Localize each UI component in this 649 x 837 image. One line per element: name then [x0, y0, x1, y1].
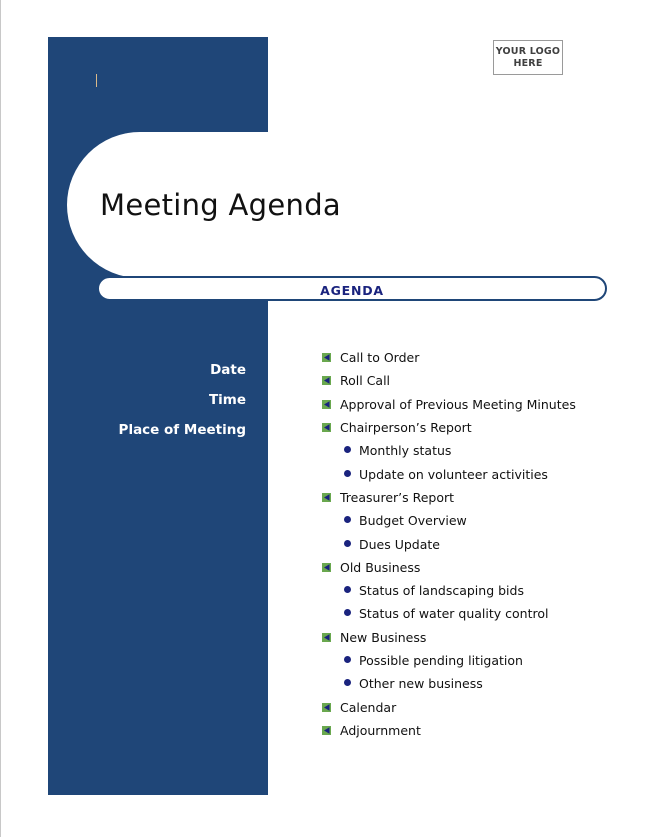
navy-dot-bullet-icon: [344, 470, 351, 477]
agenda-item-label: Status of water quality control: [359, 606, 549, 622]
agenda-subitem[interactable]: [322, 672, 576, 695]
agenda-item[interactable]: [322, 393, 576, 416]
agenda-item[interactable]: [322, 416, 576, 439]
navy-dot-bullet-icon: [344, 446, 351, 453]
navy-dot-bullet-icon: [344, 679, 351, 686]
green-square-bullet-icon: [322, 400, 331, 409]
agenda-item-label: Dues Update: [359, 536, 440, 552]
agenda-item[interactable]: [322, 346, 576, 369]
green-square-bullet-icon: [322, 563, 331, 572]
navy-dot-bullet-icon: [344, 586, 351, 593]
green-square-bullet-icon: [322, 423, 331, 432]
agenda-subitem[interactable]: [322, 509, 576, 532]
agenda-item[interactable]: [322, 556, 576, 579]
navy-dot-bullet-icon: [344, 540, 351, 547]
navy-dot-bullet-icon: [344, 656, 351, 663]
date-label[interactable]: Date: [210, 362, 246, 378]
agenda-list: [322, 346, 576, 742]
agenda-item-label: Roll Call: [340, 373, 391, 389]
page-edge: [0, 0, 1, 837]
agenda-subitem[interactable]: [322, 532, 576, 555]
agenda-item-label: Old Business: [340, 559, 421, 575]
agenda-item-label: Monthly status: [359, 443, 452, 459]
agenda-item-label: Budget Overview: [359, 513, 467, 529]
agenda-item-label: Calendar: [340, 699, 397, 715]
agenda-item[interactable]: [322, 626, 576, 649]
text-cursor: [96, 74, 97, 87]
agenda-item-label: Update on volunteer activities: [359, 466, 548, 482]
agenda-subitem[interactable]: [322, 462, 576, 485]
place-of-meeting-label[interactable]: Place of Meeting: [118, 422, 246, 438]
green-square-bullet-icon: [322, 493, 331, 502]
agenda-item-label: New Business: [340, 629, 427, 645]
agenda-item-label: Other new business: [359, 676, 483, 692]
agenda-item-label: Possible pending litigation: [359, 653, 523, 668]
agenda-subitem[interactable]: [322, 579, 576, 602]
green-square-bullet-icon: [322, 633, 331, 642]
green-square-bullet-icon: [322, 376, 331, 385]
agenda-item-label: Status of landscaping bids: [359, 583, 524, 599]
agenda-item-label: Adjournment: [340, 722, 421, 738]
agenda-item-label: Approval of Previous Meeting Minutes: [340, 396, 576, 412]
green-square-bullet-icon: [322, 703, 331, 712]
green-square-bullet-icon: [322, 726, 331, 735]
agenda-subitem[interactable]: [322, 439, 576, 462]
agenda-item[interactable]: [322, 486, 576, 509]
agenda-item[interactable]: [322, 719, 576, 742]
agenda-item-label: Call to Order: [340, 350, 420, 366]
green-square-bullet-icon: [322, 353, 331, 362]
agenda-item[interactable]: [322, 695, 576, 718]
agenda-item-label: Treasurer’s Report: [340, 489, 455, 505]
page-title[interactable]: Meeting Agenda: [100, 188, 341, 222]
logo-placeholder[interactable]: YOUR LOGO HERE: [493, 40, 563, 75]
navy-dot-bullet-icon: [344, 609, 351, 616]
time-label[interactable]: Time: [208, 392, 246, 408]
agenda-section-label[interactable]: AGENDA: [320, 283, 384, 298]
agenda-header-bar: [97, 276, 607, 301]
navy-dot-bullet-icon: [344, 516, 351, 523]
agenda-subitem[interactable]: [322, 649, 576, 672]
agenda-subitem[interactable]: [322, 602, 576, 625]
agenda-item-label: Chairperson’s Report: [340, 420, 472, 436]
agenda-item[interactable]: [322, 369, 576, 392]
meeting-details: [60, 360, 246, 450]
